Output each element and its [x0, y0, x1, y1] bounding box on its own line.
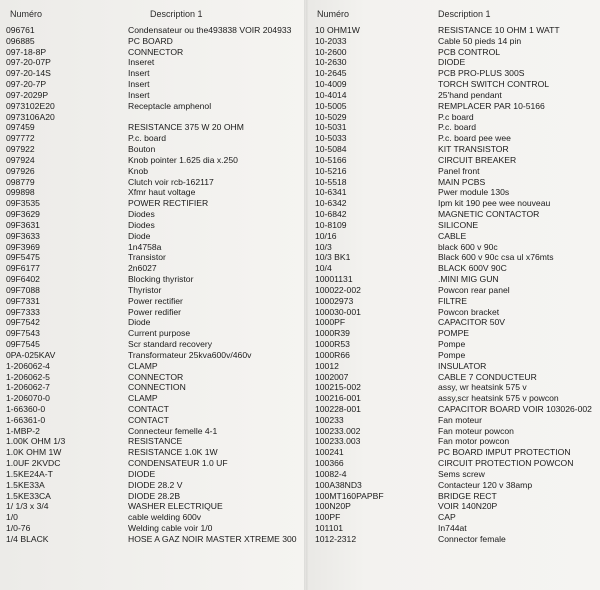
part-number: 1-66360-0	[6, 403, 46, 414]
part-number: 1/0	[6, 512, 18, 523]
part-description: DIODE 28.2 V	[128, 479, 183, 490]
list-item	[0, 523, 302, 534]
part-description: Contacteur 120 v 38amp	[438, 479, 533, 490]
list-item	[312, 415, 600, 426]
part-description: PC BOARD	[128, 35, 173, 46]
part-description: Fan moteur	[438, 414, 482, 425]
part-number: 10-5166	[315, 154, 347, 165]
list-item	[312, 166, 600, 177]
list-item	[312, 122, 600, 133]
number-header: Numéro	[317, 9, 350, 19]
list-item	[312, 79, 600, 90]
part-description: Bouton	[128, 144, 156, 155]
part-number: 097926	[6, 165, 35, 176]
part-description: Inseret	[128, 57, 155, 68]
part-description: Powcon bracket	[438, 306, 500, 317]
part-description: Panel front	[438, 165, 480, 176]
list-item	[0, 263, 302, 274]
part-number: 10-5033	[315, 133, 347, 144]
part-number: 100A38ND3	[315, 479, 362, 490]
part-number: 1/ 1/3 x 3/4	[6, 501, 49, 512]
part-description: Pompe	[438, 339, 466, 350]
list-item	[0, 144, 302, 155]
list-item	[312, 458, 600, 469]
part-description: INSULATOR	[438, 360, 487, 371]
part-number: 100233.002	[315, 425, 361, 436]
part-description: PCB PRO-PLUS 300S	[438, 68, 525, 79]
part-number: 097-18-8P	[6, 46, 47, 57]
list-item	[312, 372, 600, 383]
part-description: Transistor	[128, 252, 166, 263]
part-number: 100233	[315, 414, 344, 425]
list-item	[312, 512, 600, 523]
part-description: CABLE	[438, 230, 467, 241]
part-number: 09F5475	[6, 252, 40, 263]
list-item	[312, 480, 600, 491]
part-description: PC BOARD IMPUT PROTECTION	[438, 447, 571, 458]
part-description: Black 600 v 90c csa ul x76mts	[438, 252, 554, 263]
part-description: CLAMP	[128, 360, 158, 371]
list-item	[0, 166, 302, 177]
list-item	[0, 372, 302, 383]
part-description: TORCH SWITCH CONTROL	[438, 79, 550, 90]
part-number: 097459	[6, 122, 35, 133]
part-description: 2n6027	[128, 263, 157, 274]
part-number: 097-20-07P	[6, 57, 51, 68]
list-item	[0, 534, 302, 545]
part-description: CONNECTOR	[128, 46, 184, 57]
part-number: 100022-002	[315, 284, 361, 295]
part-description: CONTACT	[128, 414, 169, 425]
part-description: Blocking thyristor	[128, 274, 194, 285]
list-item	[312, 187, 600, 198]
part-description: P.c. board	[128, 133, 167, 144]
part-number: 1002007	[315, 371, 349, 382]
part-description: Cable 50 pieds 14 pin	[438, 35, 522, 46]
part-number: 100216-001	[315, 393, 361, 404]
list-item	[0, 220, 302, 231]
part-number: 10-5031	[315, 122, 347, 133]
part-number: 1/0-76	[6, 523, 31, 534]
part-number: 1000PF	[315, 317, 346, 328]
list-item	[0, 122, 302, 133]
part-description: CIRCUIT BREAKER	[438, 154, 517, 165]
list-item	[312, 523, 600, 534]
part-description: DIODE 28.2B	[128, 490, 181, 501]
part-description: Sems screw	[438, 468, 485, 479]
part-number: 1000R53	[315, 339, 350, 350]
part-description: HOSE A GAZ NOIR MASTER XTREME 300	[128, 533, 297, 544]
part-number: 09F7333	[6, 306, 40, 317]
part-number: 1-206062-5	[6, 371, 50, 382]
part-number: 10-2645	[315, 68, 347, 79]
list-item	[0, 491, 302, 502]
part-number: 1-66361-0	[6, 414, 46, 425]
list-item	[312, 101, 600, 112]
part-description: assy, wr heatsink 575 v	[438, 382, 527, 393]
part-description: RESISTANCE 375 W 20 OHM	[128, 122, 244, 133]
part-description: Diodes	[128, 209, 155, 220]
left-rows	[0, 25, 302, 545]
part-description: CONTACT	[128, 403, 169, 414]
list-item	[0, 296, 302, 307]
part-description: Connecteur femelle 4-1	[128, 425, 218, 436]
list-item	[0, 501, 302, 512]
part-description: 1n4758a	[128, 241, 162, 252]
list-item	[312, 317, 600, 328]
part-number: 1012-2312	[315, 533, 357, 544]
part-description: POWER RECTIFIER	[128, 198, 209, 209]
list-item	[312, 447, 600, 458]
part-number: 1.5KE33CA	[6, 490, 51, 501]
part-description: Receptacle amphenol	[128, 100, 212, 111]
list-item	[312, 404, 600, 415]
part-number: 100228-001	[315, 403, 361, 414]
part-number: 1-206062-7	[6, 382, 50, 393]
list-item	[312, 198, 600, 209]
part-number: 097-2029P	[6, 89, 49, 100]
part-description: Power redifier	[128, 306, 182, 317]
list-item	[0, 112, 302, 123]
part-number: 10-5518	[315, 176, 347, 187]
part-description: Fan motor powcon	[438, 436, 510, 447]
part-number: 10-8109	[315, 219, 347, 230]
part-number: 097-20-7P	[6, 79, 47, 90]
part-number: 099898	[6, 187, 35, 198]
list-item	[0, 79, 302, 90]
part-description: MAGNETIC CONTACTOR	[438, 209, 540, 220]
list-item	[0, 307, 302, 318]
part-description: Welding cable voir 1/0	[128, 523, 213, 534]
part-description: PCB CONTROL	[438, 46, 501, 57]
part-number: 096761	[6, 25, 35, 35]
part-number: 09F3535	[6, 198, 40, 209]
part-number: 09F3631	[6, 219, 40, 230]
part-number: 10-5084	[315, 144, 347, 155]
part-number: 09F6402	[6, 274, 40, 285]
list-item	[0, 36, 302, 47]
list-item	[0, 231, 302, 242]
part-description: Current purpose	[128, 328, 191, 339]
list-item	[0, 393, 302, 404]
part-number: 09F7088	[6, 284, 40, 295]
part-description: Xfmr haut voltage	[128, 187, 196, 198]
part-number: 10 OHM1W	[315, 25, 360, 35]
description-header: Description 1	[150, 9, 203, 19]
part-number: 10-4009	[315, 79, 347, 90]
part-description: Insert	[128, 68, 150, 79]
list-item	[312, 339, 600, 350]
part-description: CONNECTION	[128, 382, 186, 393]
list-item	[312, 274, 600, 285]
part-number: 0PA-025KAV	[6, 349, 56, 360]
part-description: Diode	[128, 317, 151, 328]
list-item	[312, 426, 600, 437]
list-item	[312, 469, 600, 480]
part-description: Condensateur ou the493838 VOIR 204933	[128, 25, 292, 35]
list-item	[312, 36, 600, 47]
part-description: CAPACITOR 50V	[438, 317, 506, 328]
list-item	[312, 68, 600, 79]
part-number: 09F3629	[6, 209, 40, 220]
list-item	[312, 144, 600, 155]
list-item	[312, 361, 600, 372]
right-column	[312, 0, 600, 590]
list-item	[312, 307, 600, 318]
part-number: 100233.003	[315, 436, 361, 447]
list-item	[0, 426, 302, 437]
part-number: 100MT160PAPBF	[315, 490, 384, 501]
part-description: RESISTANCE 10 OHM 1 WATT	[438, 25, 560, 35]
part-description: FILTRE	[438, 295, 467, 306]
part-number: 10/16	[315, 230, 337, 241]
list-item	[0, 317, 302, 328]
list-item	[312, 252, 600, 263]
part-number: 097924	[6, 154, 35, 165]
list-item	[0, 101, 302, 112]
list-item	[312, 220, 600, 231]
list-item	[0, 252, 302, 263]
part-description: Ipm kit 190 pee wee nouveau	[438, 198, 551, 209]
part-description: Transformateur 25kva600v/460v	[128, 349, 252, 360]
part-number: 09F7542	[6, 317, 40, 328]
list-item	[312, 382, 600, 393]
list-item	[312, 296, 600, 307]
part-description: MAIN PCBS	[438, 176, 486, 187]
part-number: 100N20P	[315, 501, 351, 512]
list-item	[0, 469, 302, 480]
part-description: CAP	[438, 512, 456, 523]
part-description: Power rectifier	[128, 295, 183, 306]
number-header: Numéro	[10, 9, 43, 19]
part-number: 10-2600	[315, 46, 347, 57]
list-item	[0, 415, 302, 426]
part-description: SILICONE	[438, 219, 479, 230]
part-number: 1.5KE24A-T	[6, 468, 53, 479]
part-description: CLAMP	[128, 393, 158, 404]
part-description: Scr standard recovery	[128, 339, 213, 350]
list-item	[312, 47, 600, 58]
part-number: 0973102E20	[6, 100, 55, 111]
part-description: BRIDGE RECT	[438, 490, 497, 501]
description-header: Description 1	[438, 9, 491, 19]
part-description: KIT TRANSISTOR	[438, 144, 509, 155]
list-item	[312, 231, 600, 242]
part-number: 100215-002	[315, 382, 361, 393]
list-item	[0, 350, 302, 361]
part-number: 1.0UF 2KVDC	[6, 458, 61, 469]
part-number: 10-5029	[315, 111, 347, 122]
part-description: In744at	[438, 523, 467, 534]
part-description: Pompe	[438, 349, 466, 360]
list-item	[0, 25, 302, 36]
part-number: 10001131	[315, 274, 353, 285]
page-fold	[304, 0, 308, 590]
part-description: CABLE 7 CONDUCTEUR	[438, 371, 537, 382]
part-description: Thyristor	[128, 284, 162, 295]
part-number: 10-2630	[315, 57, 347, 68]
part-number: 1.5KE33A	[6, 479, 45, 490]
part-number: 10002973	[315, 295, 354, 306]
list-item	[312, 501, 600, 512]
list-item	[0, 155, 302, 166]
part-description: Insert	[128, 79, 150, 90]
part-number: 0973106A20	[6, 111, 55, 122]
list-item	[0, 361, 302, 372]
part-number: 10/3 BK1	[315, 252, 351, 263]
list-item	[312, 263, 600, 274]
list-item	[0, 187, 302, 198]
part-number: 100366	[315, 458, 344, 469]
list-item	[312, 242, 600, 253]
list-item	[0, 436, 302, 447]
list-item	[0, 133, 302, 144]
list-item	[0, 480, 302, 491]
part-number: 10082-4	[315, 468, 347, 479]
list-item	[312, 491, 600, 502]
list-item	[312, 436, 600, 447]
part-number: 09F3969	[6, 241, 40, 252]
list-item	[0, 447, 302, 458]
part-description: REMPLACER PAR 10-5166	[438, 100, 545, 111]
part-number: 097-20-14S	[6, 68, 51, 79]
list-item	[312, 209, 600, 220]
part-description: RESISTANCE 1.0K 1W	[128, 447, 218, 458]
list-item	[0, 57, 302, 68]
part-number: 1.00K OHM 1/3	[6, 436, 66, 447]
part-number: 09F3633	[6, 230, 40, 241]
part-description: RESISTANCE	[128, 436, 183, 447]
list-item	[312, 393, 600, 404]
list-item	[0, 404, 302, 415]
part-number: 1000R39	[315, 328, 350, 339]
part-number: 098779	[6, 176, 35, 187]
list-item	[312, 25, 600, 36]
list-item	[0, 177, 302, 188]
part-number: 10-5005	[315, 100, 347, 111]
list-item	[312, 350, 600, 361]
part-number: 096885	[6, 35, 35, 46]
part-number: 10/4	[315, 263, 332, 274]
part-number: 1000R66	[315, 349, 350, 360]
part-number: 1/4 BLACK	[6, 533, 49, 544]
list-item	[0, 339, 302, 350]
list-item	[0, 512, 302, 523]
part-description: Insert	[128, 89, 150, 100]
list-item	[0, 382, 302, 393]
list-item	[312, 328, 600, 339]
list-item	[312, 155, 600, 166]
part-description: WASHER ELECTRIQUE	[128, 501, 223, 512]
list-item	[0, 458, 302, 469]
part-number: 10-6842	[315, 209, 347, 220]
list-item	[312, 534, 600, 545]
part-description: DIODE	[128, 468, 156, 479]
part-description: assy,scr heatsink 575 v powcon	[438, 393, 559, 404]
part-number: 09F7543	[6, 328, 40, 339]
part-description: .MINI MIG GUN	[438, 274, 499, 285]
part-number: 101101	[315, 523, 344, 534]
right-rows	[312, 25, 600, 545]
part-description: POMPE	[438, 328, 470, 339]
part-description: VOIR 140N20P	[438, 501, 498, 512]
list-item	[312, 133, 600, 144]
part-description: CAPACITOR BOARD VOIR 103026-002	[438, 403, 592, 414]
part-description: black 600 v 90c	[438, 241, 498, 252]
part-description: CONNECTOR	[128, 371, 184, 382]
list-item	[0, 198, 302, 209]
part-number: 097772	[6, 133, 35, 144]
part-number: 09F7331	[6, 295, 40, 306]
part-number: 10-2033	[315, 35, 347, 46]
part-description: Pwer module 130s	[438, 187, 510, 198]
part-description: DIODE	[438, 57, 466, 68]
list-item	[312, 285, 600, 296]
list-item	[312, 177, 600, 188]
part-number: 100030-001	[315, 306, 361, 317]
list-item	[0, 328, 302, 339]
list-item	[312, 90, 600, 101]
part-description: Powcon rear panel	[438, 284, 510, 295]
part-number: 10-4014	[315, 89, 347, 100]
part-description: CONDENSATEUR 1.0 UF	[128, 458, 228, 469]
part-number: 1.0K OHM 1W	[6, 447, 62, 458]
part-description: P.c. board	[438, 122, 477, 133]
part-description: Fan moteur powcon	[438, 425, 514, 436]
part-number: 09F6177	[6, 263, 40, 274]
part-description: Clutch voir rcb-162117	[128, 176, 214, 187]
part-number: 1-206070-0	[6, 393, 50, 404]
part-number: 10/3	[315, 241, 332, 252]
part-number: 09F7545	[6, 339, 40, 350]
part-description: Diode	[128, 230, 151, 241]
part-description: P.c. board pee wee	[438, 133, 511, 144]
list-item	[0, 242, 302, 253]
list-item	[312, 112, 600, 123]
list-item	[0, 68, 302, 79]
part-description: P.c board	[438, 111, 474, 122]
part-number: 100PF	[315, 512, 341, 523]
part-description: 25'hand pendant	[438, 89, 502, 100]
list-item	[0, 274, 302, 285]
part-description: Knob pointer 1.625 dia x.250	[128, 154, 238, 165]
part-number: 10-6342	[315, 198, 347, 209]
part-number: 100241	[315, 447, 344, 458]
part-description: cable welding 600v	[128, 512, 202, 523]
part-description: Diodes	[128, 219, 155, 230]
part-number: 097922	[6, 144, 35, 155]
list-item	[0, 285, 302, 296]
part-description: BLACK 600V 90C	[438, 263, 507, 274]
part-description: CIRCUIT PROTECTION POWCON	[438, 458, 574, 469]
list-item	[312, 57, 600, 68]
part-description: Knob	[128, 165, 149, 176]
part-number: 10012	[315, 360, 339, 371]
list-item	[0, 47, 302, 58]
part-number: 10-5216	[315, 165, 347, 176]
part-number: 1-MBP-2	[6, 425, 40, 436]
list-item	[0, 209, 302, 220]
part-description: Connector female	[438, 533, 506, 544]
part-number: 10-6341	[315, 187, 347, 198]
list-item	[0, 90, 302, 101]
part-number: 1-206062-4	[6, 360, 50, 371]
